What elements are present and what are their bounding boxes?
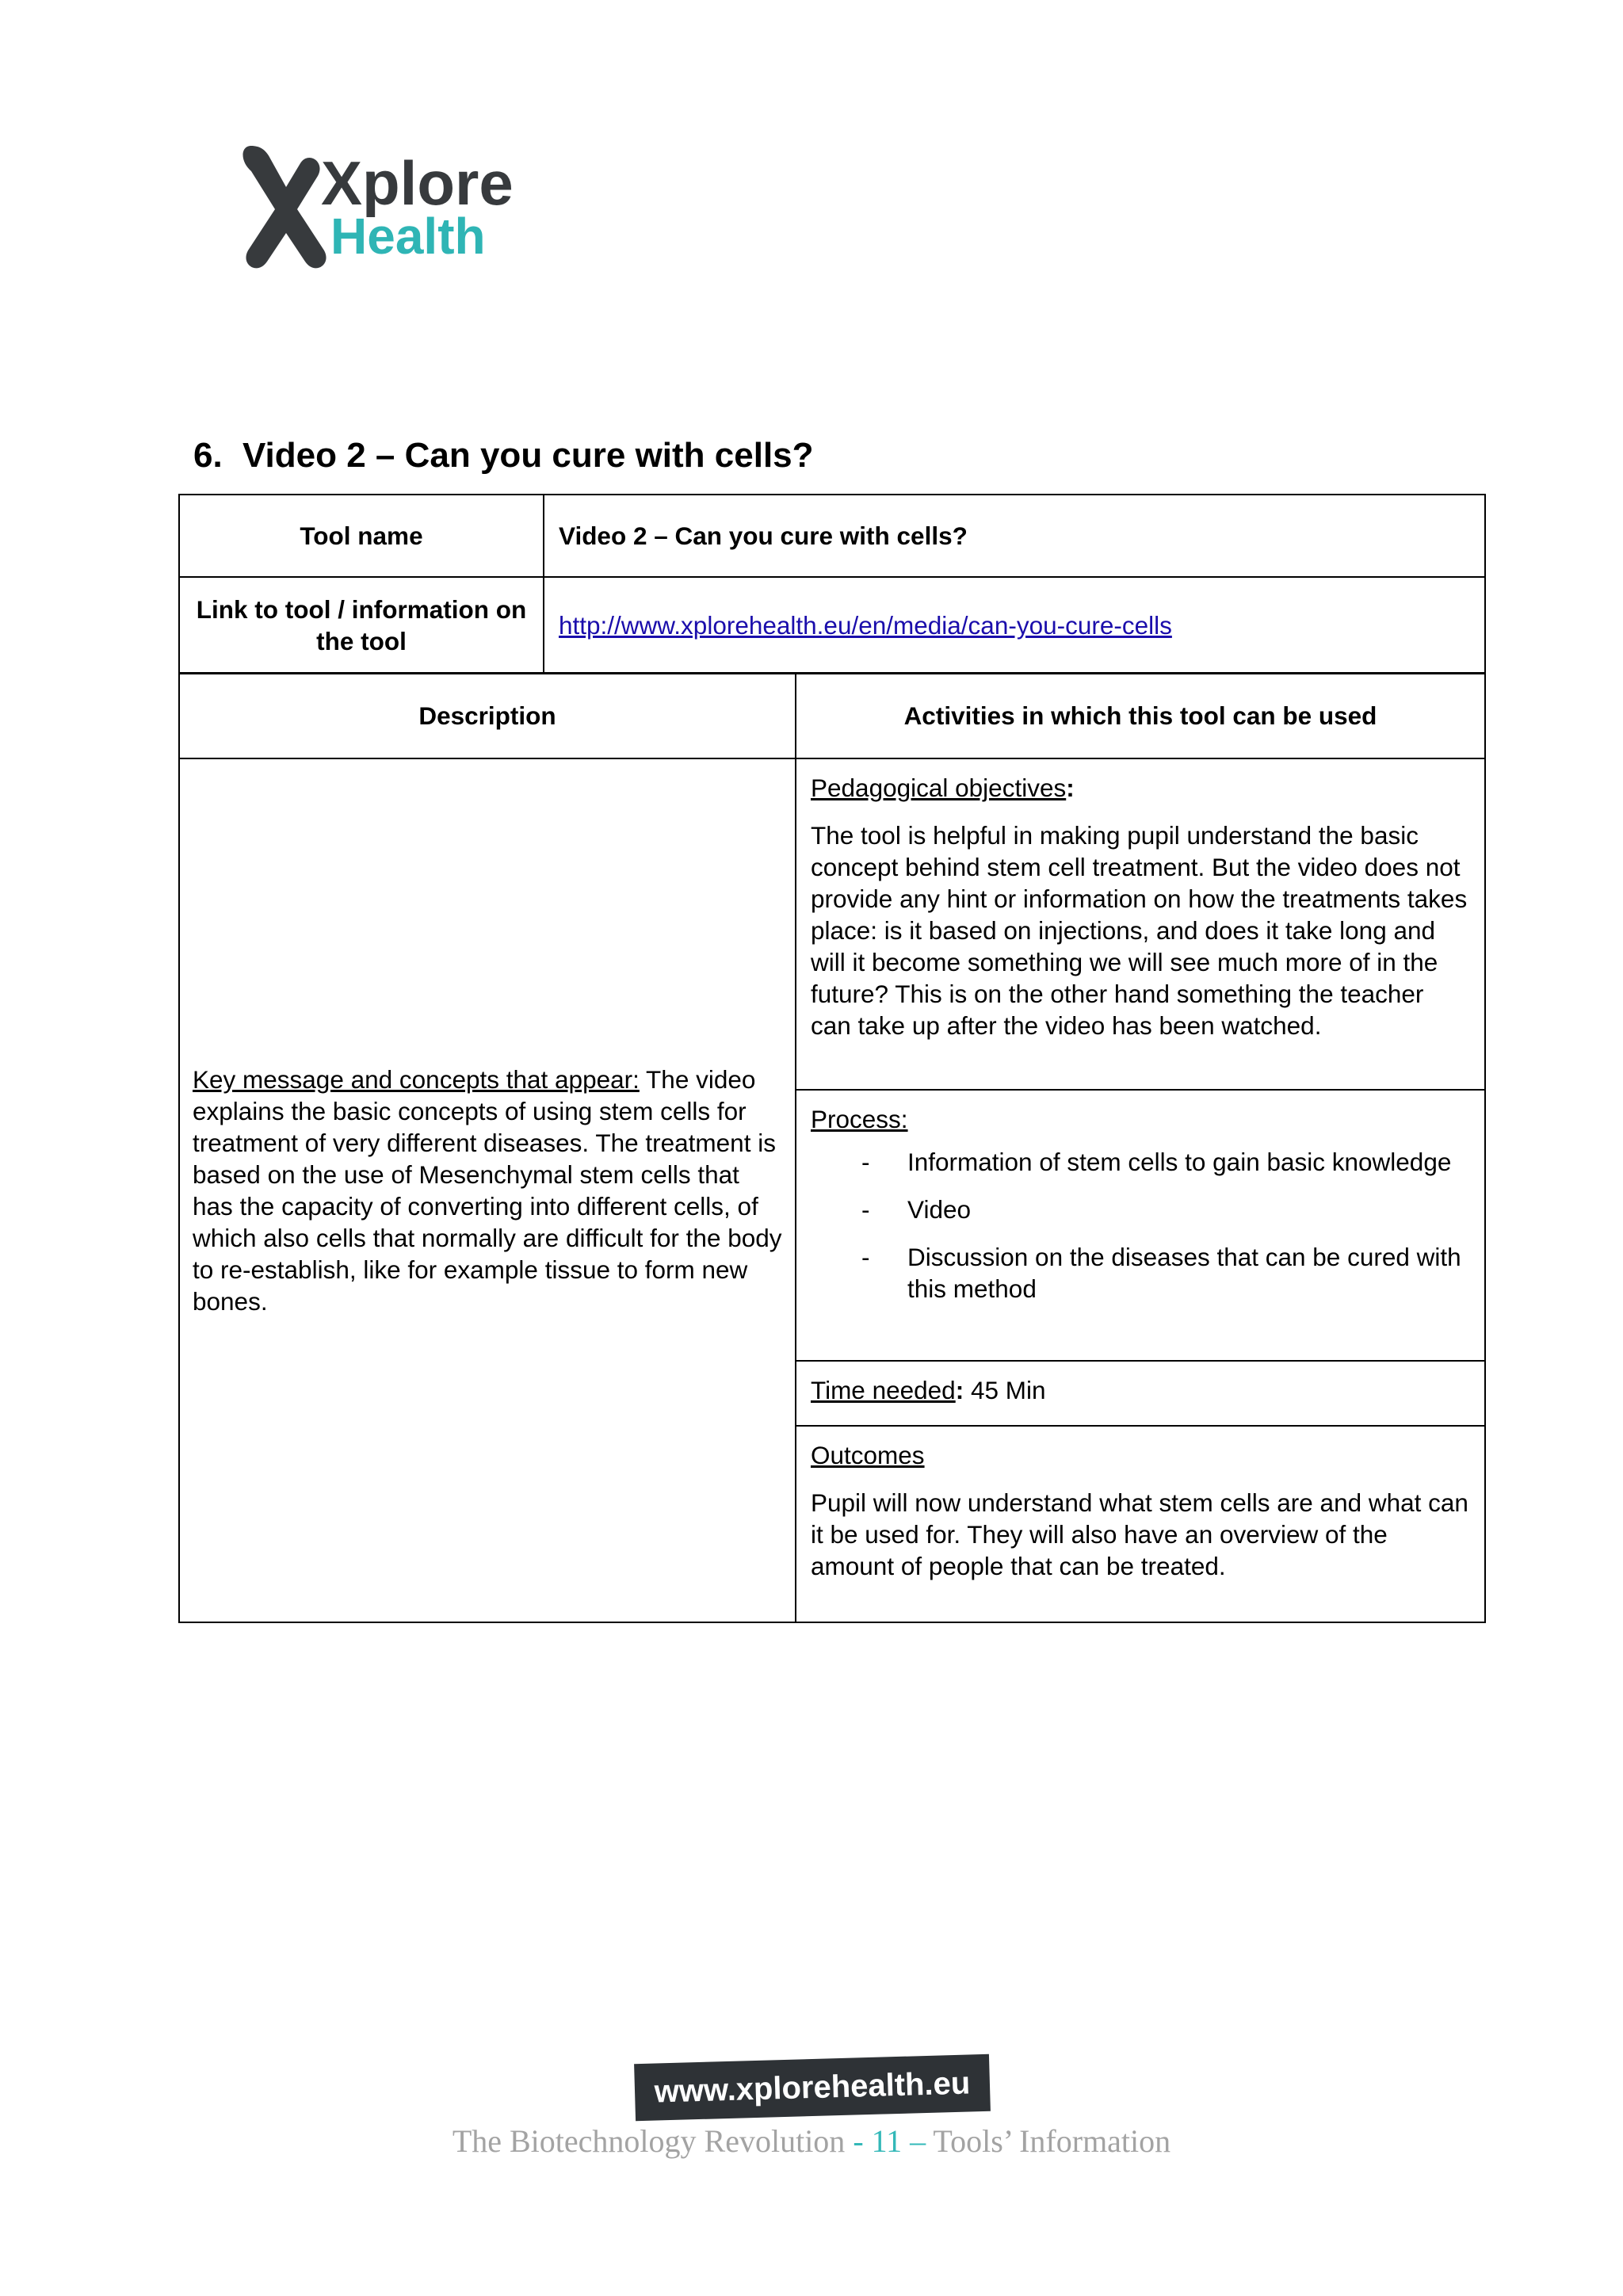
time-needed-colon: : (955, 1376, 964, 1404)
pedagogical-objectives-label: Pedagogical objectives (811, 774, 1067, 802)
time-needed-label: Time needed (811, 1376, 956, 1404)
bullet-dash: - (861, 1195, 870, 1224)
logo-text-xplore: Xplore (321, 148, 514, 218)
time-needed-value: 45 Min (964, 1376, 1046, 1404)
process-list (811, 1146, 1470, 1305)
key-message-label: Key message and concepts that appear: (193, 1065, 640, 1094)
tool-link[interactable]: http://www.xplorehealth.eu/en/media/can-you-cure-cells (559, 611, 1172, 640)
process-cell (796, 1090, 1485, 1361)
footer-sep: – (902, 2123, 926, 2159)
footer-doc-title: The Biotechnology Revolution (452, 2123, 854, 2159)
tool-name-label: Tool name (179, 495, 544, 577)
process-item (811, 1146, 1470, 1178)
description-activities-table (178, 672, 1486, 1623)
tool-name-row (179, 495, 1485, 577)
column-header-row (179, 673, 1485, 758)
bullet-dash: - (861, 1243, 870, 1271)
logo-text-health: Health (330, 208, 486, 265)
process-label: Process: (811, 1105, 908, 1133)
process-item (811, 1194, 1470, 1225)
outcomes-label: Outcomes (811, 1441, 925, 1469)
footer-url-banner: www.xplorehealth.eu (634, 2054, 991, 2121)
outcomes-text: Pupil will now understand what stem cells are and what can it be used for. They will also have an overview of the amount of people that can be treated. (811, 1488, 1468, 1580)
footer-section-title: Tools’ Information (926, 2123, 1171, 2159)
pedagogical-objectives-colon: : (1066, 774, 1075, 802)
section-title: Video 2 – Can you cure with cells? (242, 436, 814, 475)
tool-name-value: Video 2 – Can you cure with cells? (544, 495, 1485, 577)
page-number: 11 (871, 2123, 903, 2159)
footer-caption (0, 2122, 1623, 2160)
process-item-text: Information of stem cells to gain basic knowledge (907, 1148, 1452, 1176)
process-item-text: Video (907, 1195, 971, 1224)
tool-info-table (178, 494, 1486, 674)
pedagogical-objectives-text: The tool is helpful in making pupil understand the basic concept behind stem cell treatment. But the video does not provide any hint or information on how the treatments takes place: is it based on injections, and does it take long and will it become something we will see much more of in the future? This is on the other hand something the teacher can take up after the video has been watched. (811, 821, 1468, 1040)
time-needed-cell (796, 1361, 1485, 1426)
pedagogical-objectives-cell (796, 758, 1485, 1090)
description-cell (179, 758, 796, 1622)
xplore-health-logo (234, 141, 519, 276)
tool-link-label: Link to tool / information on the tool (179, 577, 544, 674)
process-item-text: Discussion on the diseases that can be cured with this method (907, 1243, 1461, 1303)
bullet-dash: - (861, 1148, 870, 1176)
section-heading (193, 434, 814, 477)
outcomes-cell (796, 1426, 1485, 1622)
tool-link-row (179, 577, 1485, 674)
process-item (811, 1241, 1470, 1305)
footer-sep: - (853, 2123, 872, 2159)
section-number: 6. (193, 436, 223, 475)
key-message-text: The video explains the basic concepts of using stem cells for treatment of very different diseases. The treatment is based on the use of Mesenchymal stem cells that has the capacity of converting into different cells, of which also cells that normally are difficult for the body to re-establish, like for example tissue to form new bones. (193, 1065, 782, 1316)
activities-header: Activities in which this tool can be used (796, 673, 1485, 758)
tool-link-cell (544, 577, 1485, 674)
description-header: Description (179, 673, 796, 758)
